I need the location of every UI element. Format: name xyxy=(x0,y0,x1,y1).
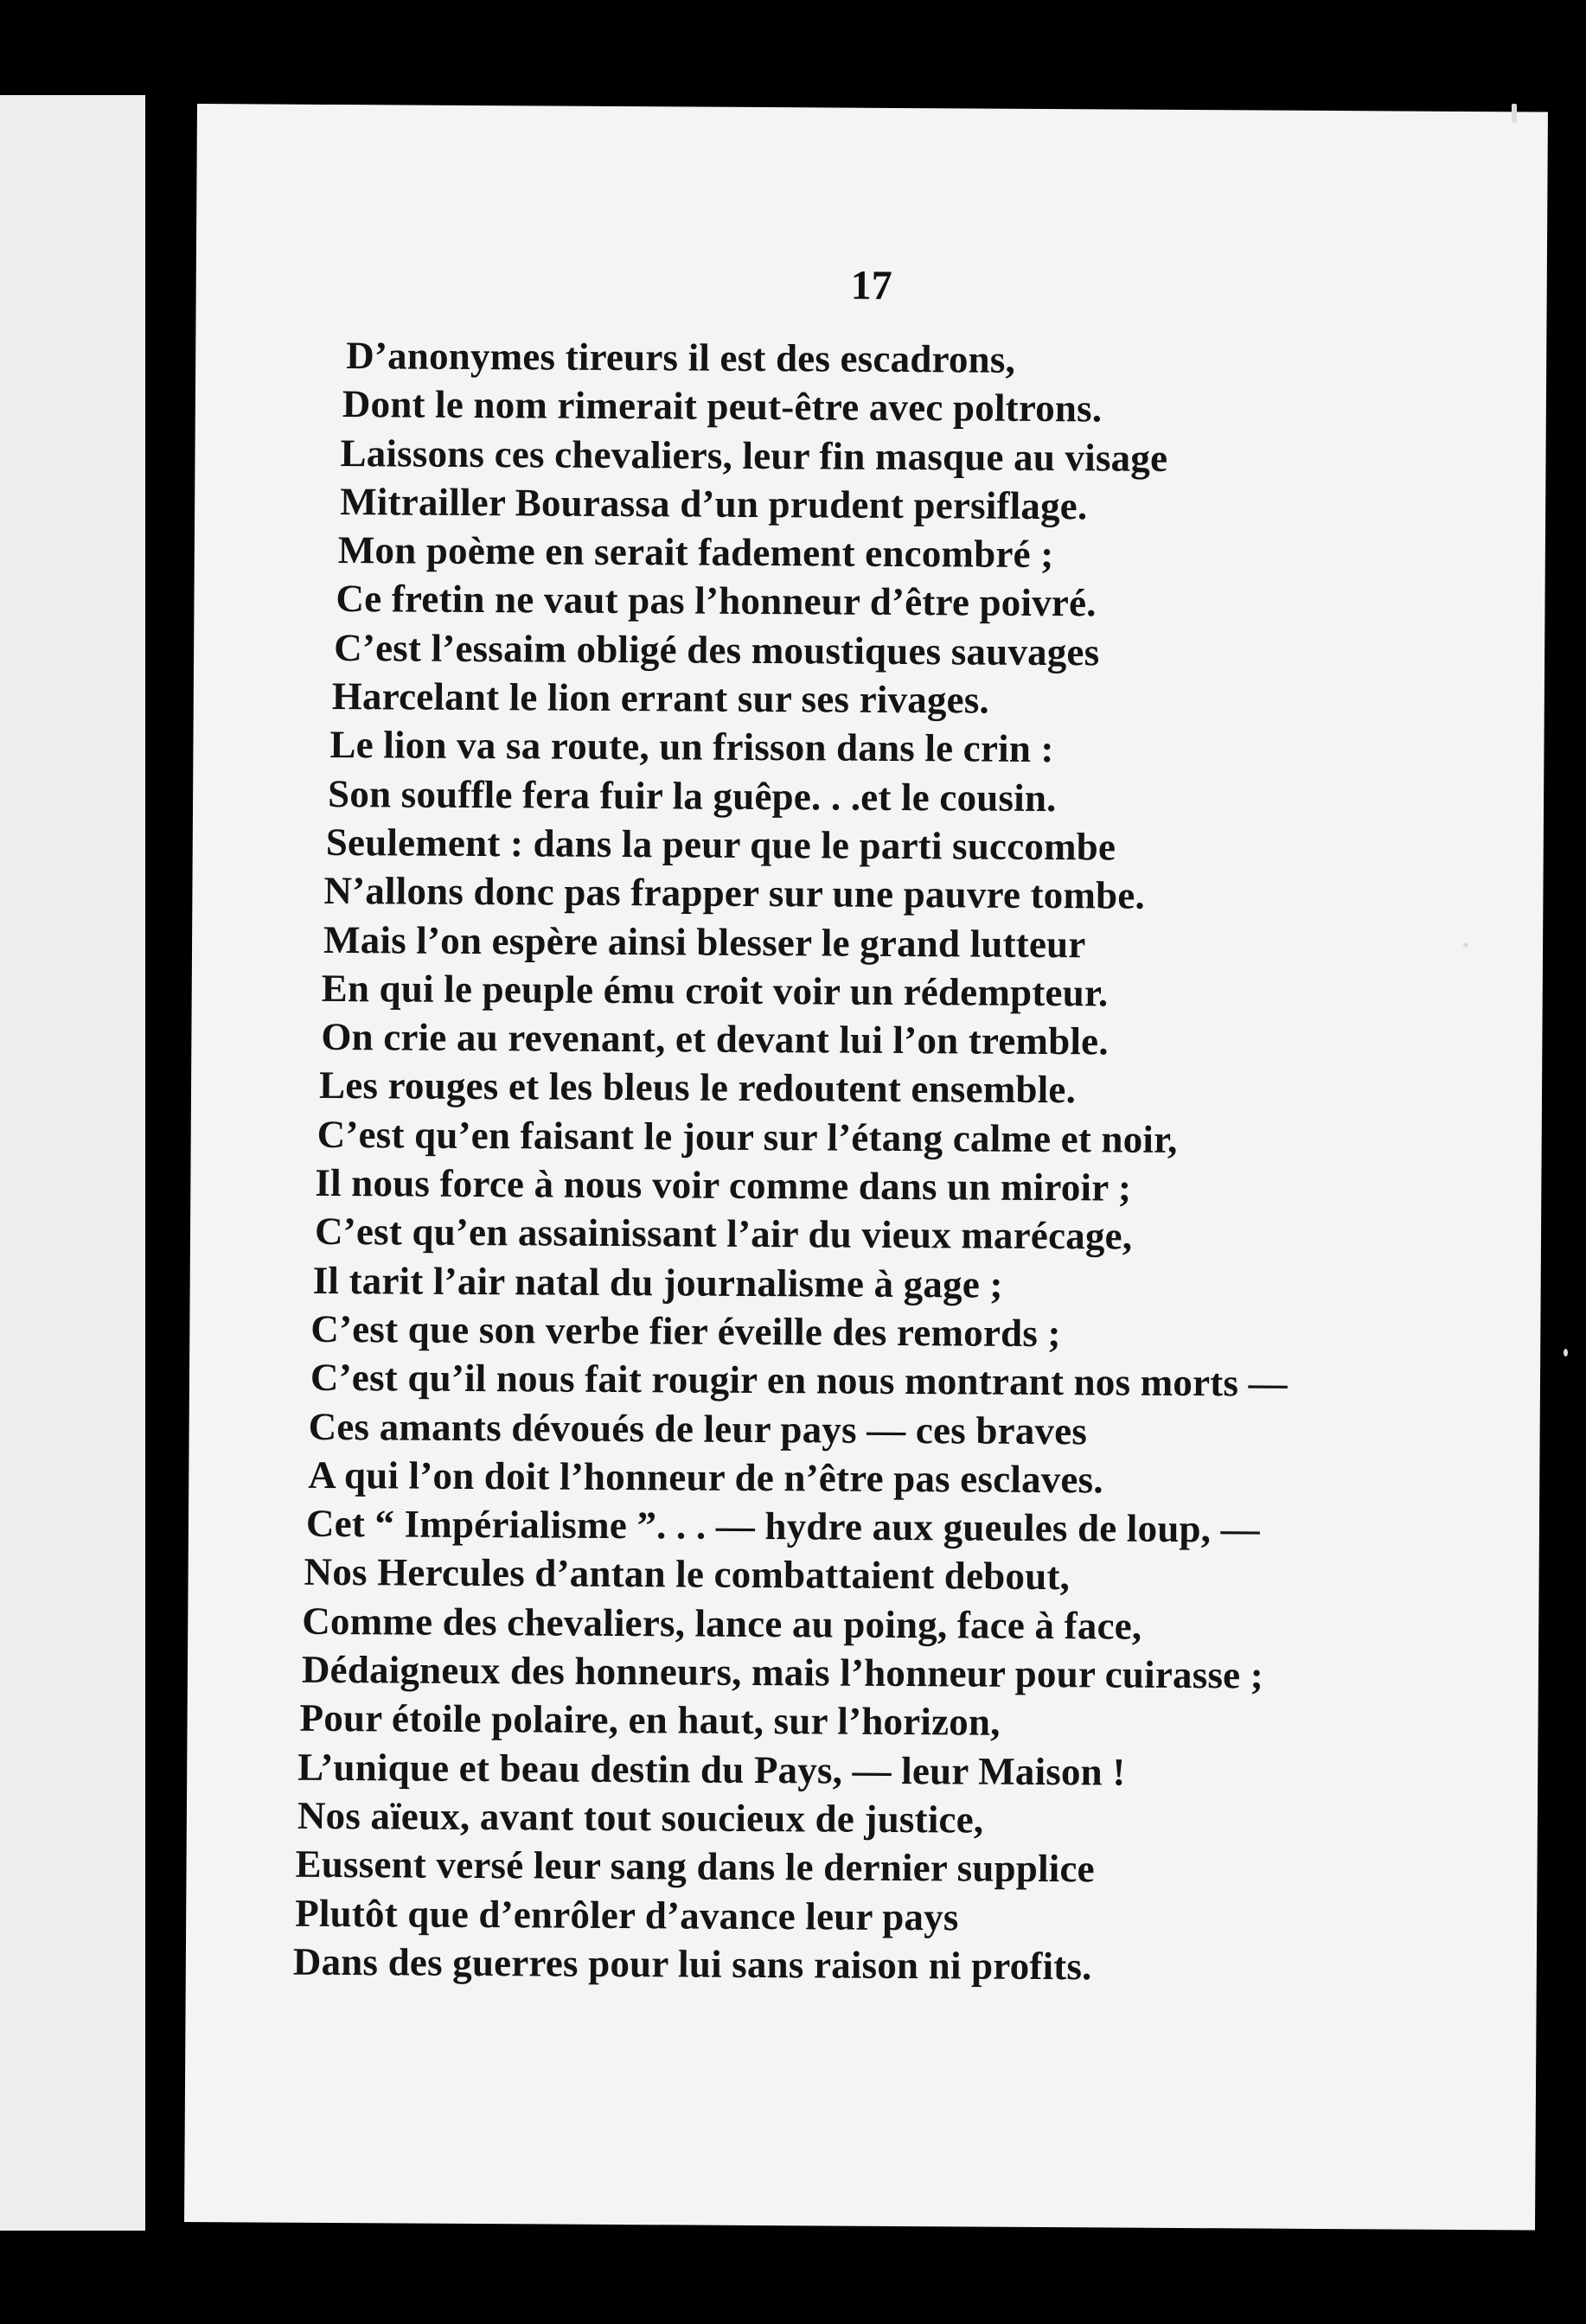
verse-line: D’anonymes tireurs il est des escadrons, xyxy=(346,334,1016,381)
verse-line: C’est qu’en assainissant l’air du vieux marécage, xyxy=(314,1210,1133,1258)
verse-line: On crie au revenant, et devant lui l’on tremble. xyxy=(321,1015,1109,1063)
verse-line: L’unique et beau destin du Pays, — leur Maison ! xyxy=(297,1745,1126,1794)
verse-line: Mais l’on espère ainsi blesser le grand lutteur xyxy=(323,917,1086,966)
verse-line: Nos Hercules d’antan le combattaient debout, xyxy=(304,1550,1071,1599)
dust-speck xyxy=(1564,1349,1568,1357)
verse-line: Mitrailler Bourassa d’un prudent persiflage. xyxy=(340,479,1088,528)
verse-line: N’allons donc pas frapper sur une pauvre tombe. xyxy=(323,869,1146,917)
verse-line: Cet “ Impérialisme ”. . . — hydre aux gueules de loup, — xyxy=(305,1501,1260,1551)
poem-verse xyxy=(292,331,1502,1993)
verse-line: Nos aïeux, avant tout soucieux de justice, xyxy=(297,1793,984,1842)
verse-line: Son souffle fera fuir la guêpe. . .et le cousin. xyxy=(327,771,1057,820)
verse-line: C’est que son verbe fier éveille des remords ; xyxy=(310,1306,1061,1356)
verse-line: Plutôt que d’enrôler d’avance leur pays xyxy=(295,1891,959,1938)
verse-line: C’est l’essaim obligé des moustiques sauvages xyxy=(334,625,1100,674)
verse-line: Harcelant le lion errant sur ses rivages. xyxy=(331,674,990,722)
verse-line: Mon poème en serait fadement encombré ; xyxy=(337,528,1054,577)
verse-line: Dont le nom rimerait peut-être avec poltrons. xyxy=(342,382,1103,431)
verse-line: Les rouges et les bleus le redoutent ensemble. xyxy=(318,1063,1077,1112)
dust-speck xyxy=(1463,942,1468,948)
verse-line: Ce fretin ne vaut pas l’honneur d’être poivré. xyxy=(336,577,1097,625)
facing-page-edge xyxy=(0,95,145,2231)
verse-line: Il nous force à nous voir comme dans un miroir ; xyxy=(315,1160,1132,1210)
verse-line: C’est qu’en faisant le jour sur l’étang calme et noir, xyxy=(317,1112,1178,1161)
verse-line: Le lion va sa route, un frisson dans le crin : xyxy=(329,723,1054,771)
verse-line: Il tarit l’air natal du journalisme à gage ; xyxy=(312,1258,1003,1306)
verse-line: Eussent versé leur sang dans le dernier supplice xyxy=(295,1842,1095,1891)
page-number: 17 xyxy=(850,262,892,309)
verse-line: Dédaigneux des honneurs, mais l’honneur pour cuirasse ; xyxy=(301,1647,1264,1697)
verse-line: Ces amants dévoués de leur pays — ces braves xyxy=(308,1404,1088,1452)
verse-line: Laissons ces chevaliers, leur fin masque au visage xyxy=(340,431,1168,480)
verse-line: Seulement : dans la peur que le parti succombe xyxy=(325,820,1116,869)
verse-line: En qui le peuple ému croit voir un rédempteur. xyxy=(321,966,1109,1015)
book-page xyxy=(184,104,1548,2230)
verse-line: Comme des chevaliers, lance au poing, face à face, xyxy=(302,1599,1142,1648)
verse-line: Pour étoile polaire, en haut, sur l’horizon, xyxy=(299,1696,1001,1745)
verse-line: A qui l’on doit l’honneur de n’être pas esclaves. xyxy=(308,1452,1103,1502)
verse-line: Dans des guerres pour lui sans raison ni profits. xyxy=(292,1939,1092,1989)
verse-line: C’est qu’il nous fait rougir en nous montrant nos morts — xyxy=(310,1356,1288,1405)
dust-speck xyxy=(1512,104,1517,123)
